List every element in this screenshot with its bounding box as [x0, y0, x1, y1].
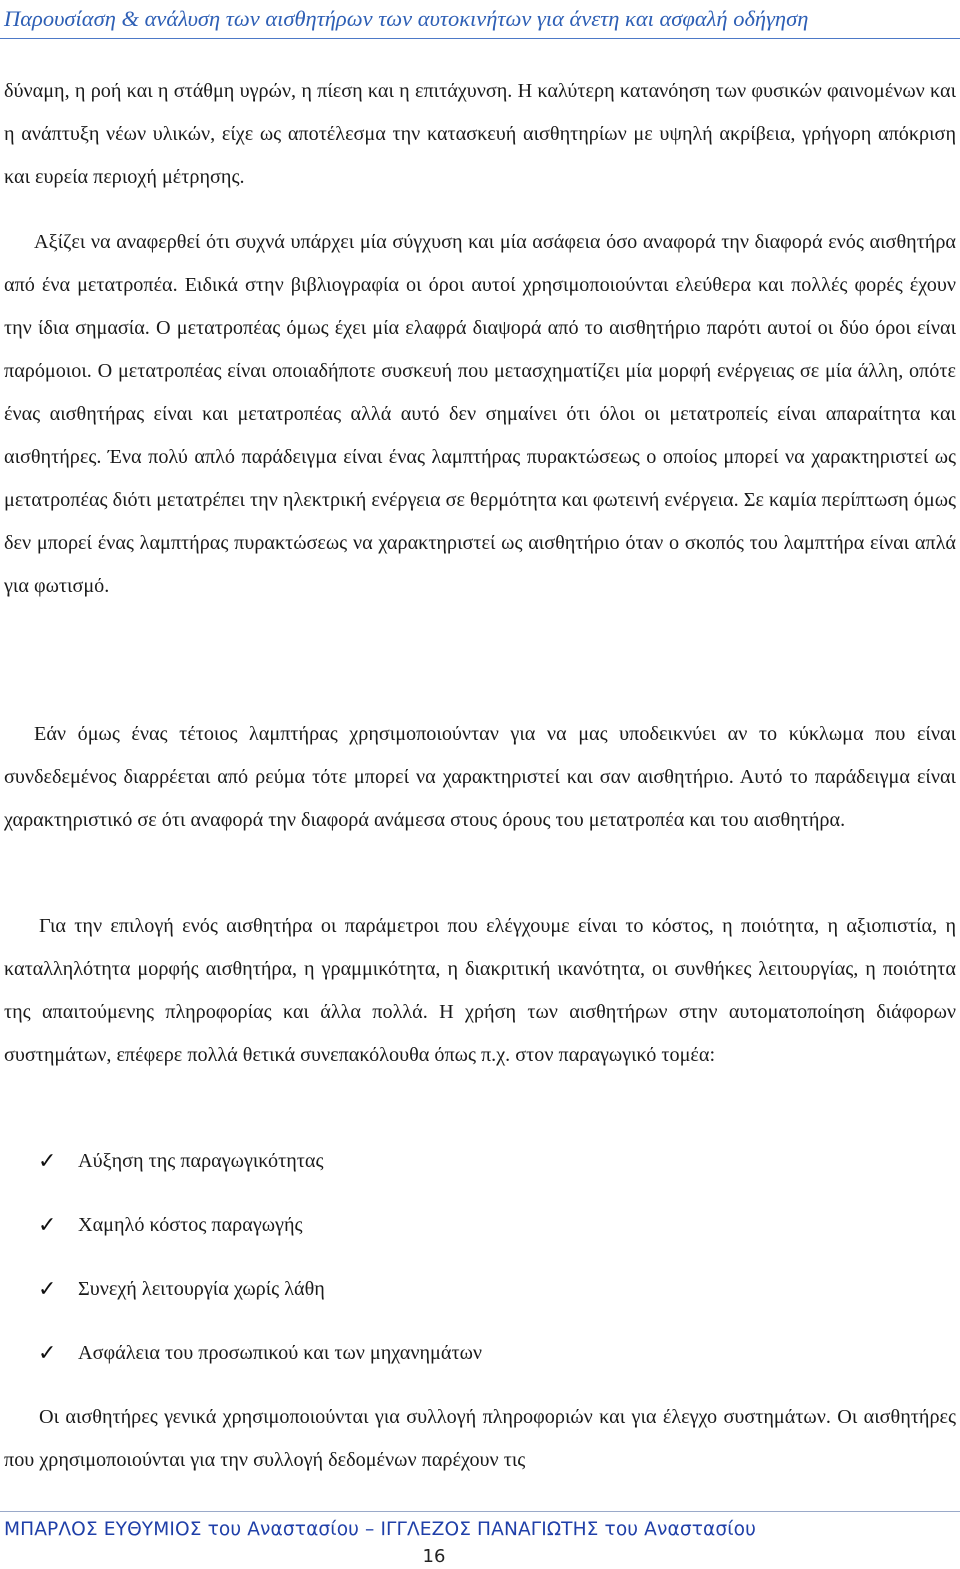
paragraph-1: δύναμη, η ροή και η στάθμη υγρών, η πίεση και η επιτάχυνση. Η καλύτερη κατανόηση των φυσικών φαινομένων και η ανάπτυξη νέων υλικών, είχε ως αποτέλεσμα την κατασκευή αισθητηρίων με υψηλή ακρίβεια, γρήγορη απόκριση και ευρεία περιοχή μέτρησης.: [4, 80, 956, 188]
benefits-checklist: [38, 1140, 482, 1396]
checkmark-icon: ✓: [38, 1341, 57, 1366]
checkmark-icon: ✓: [38, 1277, 57, 1302]
list-item: [38, 1204, 482, 1268]
paragraph-3: Εάν όμως ένας τέτοιος λαμπτήρας χρησιμοποιούνταν για να μας υποδεικνύει αν το κύκλωμα που είναι συνδεδεμένος διαρρέεται από ρεύμα τότε μπορεί να χαρακτηριστεί και σαν αισθητήριο. Αυτό το παράδειγμα είναι χαρακτηριστικό σε ότι αναφορά την διαφορά ανάμεσα στους όρους του μετατροπέα και του αισθητήρα.: [4, 723, 956, 831]
list-item-label: Συνεχή λειτουργία χωρίς λάθη: [78, 1278, 325, 1300]
list-item-label: Αύξηση της παραγωγικότητας: [78, 1150, 324, 1172]
header-title: Παρουσίαση & ανάλυση των αισθητήρων των αυτοκινήτων για άνετη και ασφαλή οδήγηση: [4, 6, 809, 31]
list-item: [38, 1268, 482, 1332]
paragraph-5: Οι αισθητήρες γενικά χρησιμοποιούνται για συλλογή πληροφοριών και για έλεγχο συστημάτων. Οι αισθητήρες που χρησιμοποιούνται για την συλλογή δεδομένων παρέχουν τις: [4, 1406, 956, 1471]
paragraph-4: Για την επιλογή ενός αισθητήρα οι παράμετροι που ελέγχουμε είναι το κόστος, η ποιότητα, η αξιοπιστία, η καταλληλότητα μορφής αισθητήρα, η γραμμικότητα, η διακριτική ικανότητα, οι συνθήκες λειτουργίας, η ποιότητα της απαιτούμενης πληροφορίας και άλλα πολλά. Η χρήση των αισθητήρων στην αυτοματοποίηση διάφορων συστημάτων, επέφερε πολλά θετικά συνεπακόλουθα όπως π.χ. στον παραγωγικό τομέα:: [4, 915, 956, 1066]
checkmark-icon: ✓: [38, 1213, 57, 1238]
footer-authors: ΜΠΑΡΛΟΣ ΕΥΘΥΜΙΟΣ του Αναστασίου – ΙΓΓΛΕΖΟΣ ΠΑΝΑΓΙΩΤΗΣ του Αναστασίου: [4, 1519, 756, 1540]
list-item: [38, 1140, 482, 1204]
page-number: 16: [422, 1546, 446, 1567]
footer-divider: [0, 1511, 960, 1512]
list-item-label: Ασφάλεια του προσωπικού και των μηχανημάτων: [78, 1342, 482, 1364]
page-header: [0, 4, 960, 39]
checkmark-icon: ✓: [38, 1149, 57, 1174]
list-item: [38, 1332, 482, 1396]
paragraph-2: Αξίζει να αναφερθεί ότι συχνά υπάρχει μία σύγχυση και μία ασάφεια όσο αναφορά την διαφορά ενός αισθητήρα από ένα μετατροπέα. Ειδικά στην βιβλιογραφία οι όροι αυτοί χρησιμοποιούνται ελεύθερα και πολλές φορές έχουν την ίδια σημασία. Ο μετατροπέας όμως έχει μία ελαφρά διαψορά από το αισθητήριο παρότι αυτοί οι δύο όροι είναι παρόμοιοι. Ο μετατροπέας είναι οποιαδήποτε συσκευή που μετασχηματίζει μία μορφή ενέργειας σε μία άλλη, οπότε ένας αισθητήρας είναι και μετατροπέας αλλά αυτό δεν σημαίνει ότι όλοι οι μετατροπείς είναι απαραίτητα και αισθητήρες. Ένα πολύ απλό παράδειγμα είναι ένας λαμπτήρας πυρακτώσεως ο οποίος μπορεί να χαρακτηριστεί ως μετατροπέας διότι μετατρέπει την ηλεκτρική ενέργεια σε θερμότητα και φωτεινή ενέργεια. Σε καμία περίπτωση όμως δεν μπορεί ένας λαμπτήρας πυρακτώσεως να χαρακτηριστεί ως αισθητήριο όταν ο σκοπός του λαμπτήρα είναι απλά για φωτισμό.: [4, 231, 956, 597]
list-item-label: Χαμηλό κόστος παραγωγής: [78, 1214, 303, 1236]
